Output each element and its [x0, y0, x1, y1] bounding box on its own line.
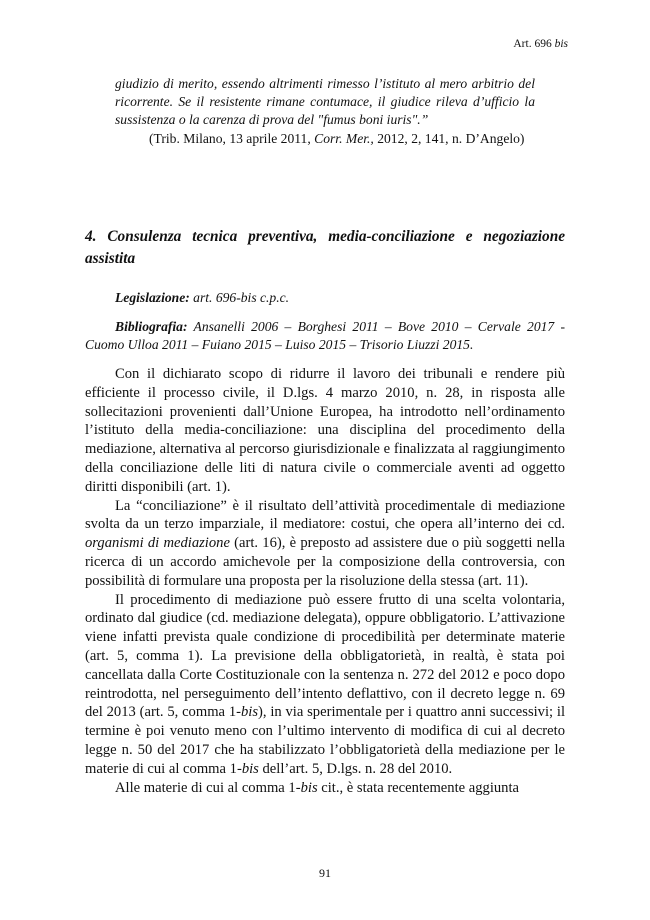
paragraph-4-text-b: cit., è stata recentemente aggiunta [317, 779, 520, 796]
paragraph-2-text-b: (art. 16), è preposto ad assistere due o più soggetti nella ricerca di un accordo amichevole per la composizione della controversia, con possibilità di formulare una proposta per la risoluzione della stessa (art. 11). [85, 535, 565, 589]
legislation-line [85, 289, 565, 307]
page-number: 91 [319, 866, 331, 880]
paragraph-4 [85, 779, 565, 798]
paragraph-2 [85, 497, 565, 591]
bibliography-line [85, 318, 565, 354]
bibliography-label: Bibliografia: [115, 319, 188, 334]
paragraph-2-text-a: La “conciliazione” è il risultato dell’attività procedimentale di mediazione svolta da un terzo imparziale, il mediatore: costui, che opera all’interno dei cd. [85, 497, 565, 533]
case-quote [115, 75, 535, 148]
paragraph-3-emphasis-1: bis [241, 704, 259, 721]
paragraph-2-emphasis: organismi di mediazione [85, 535, 230, 552]
legislation-label: Legislazione: [115, 290, 190, 305]
quote-text: giudizio di merito, essendo altrimenti rimesso l’istituto al mero arbitrio del ricorrente. Se il resistente rimane contumace, il giudice rileva d’ufficio la sussistenza o la carenza di prova del "fumus boni iuris".” [115, 76, 535, 128]
running-head-article: Art. 696 [513, 38, 555, 50]
running-head-bis: bis [554, 38, 568, 50]
paragraph-3-emphasis-2: bis [241, 760, 259, 777]
running-head [513, 38, 568, 50]
citation-court: (Trib. Milano, 13 aprile 2011, [149, 130, 315, 146]
quote-citation [115, 130, 535, 148]
bibliography-value: Ansanelli 2006 – Borghesi 2011 – Bove 2010 – Cervale 2017 - Cuomo Ulloa 2011 – Fuiano 2015 – Luiso 2015 – Trisorio Liuzzi 2015. [85, 319, 565, 353]
citation-details: 2012, 2, 141, n. D’Angelo) [373, 130, 525, 146]
body-text [85, 365, 565, 797]
paragraph-3-text-a: Il procedimento di mediazione può essere frutto di una scelta volontaria, ordinato dal giudice (cd. mediazione delegata), oppure obbligatorio. L’attivazione viene infatti prevista quale condizione di procedibilità per determinate materie (art. 5, comma 1). La previsione della obbligatorietà, in realtà, è stata poi cancellata dalla Corte Costituzionale con la sentenza n. 272 del 2012 e poco dopo reintrodotta, nel perseguimento dell’intento deflattivo, con il decreto legge n. 69 del 2013 (art. 5, comma 1- [85, 591, 565, 721]
paragraph-1: Con il dichiarato scopo di ridurre il lavoro dei tribunali e rendere più efficiente il processo civile, il D.lgs. 4 marzo 2010, n. 28, in risposta alle sollecitazioni provenienti dall’Unione Europea, ha introdotto nell’ordinamento l’istituto della media-conciliazione: una disciplina del procedimento della mediazione, alternativa al percorso giurisdizionale e finalizzata al raggiungimento della conciliazione delle liti di natura civile o commerciale aventi ad oggetto diritti disponibili (art. 1). [85, 366, 565, 495]
paragraph-3-text-b: ), in via sperimentale per i quattro anni successivi; il termine è poi venuto meno con l’ultimo intervento di modifica di cui al decreto legge n. 50 del 2017 che ha stabilizzato l’obbligatorietà della mediazione per le materie di cui al comma 1- [85, 704, 565, 777]
legislation-value: art. 696-bis c.p.c. [189, 290, 290, 305]
paragraph-4-text-a: Alle materie di cui al comma 1- [115, 779, 301, 796]
paragraph-4-emphasis: bis [300, 779, 318, 796]
paragraph-3 [85, 591, 565, 779]
paragraph-3-text-c: dell’art. 5, D.lgs. n. 28 del 2010. [258, 760, 453, 777]
section-heading: 4. Consulenza tecnica preventiva, media-conciliazione e negoziazione assistita [85, 228, 565, 267]
citation-journal: Corr. Mer., [314, 130, 374, 146]
